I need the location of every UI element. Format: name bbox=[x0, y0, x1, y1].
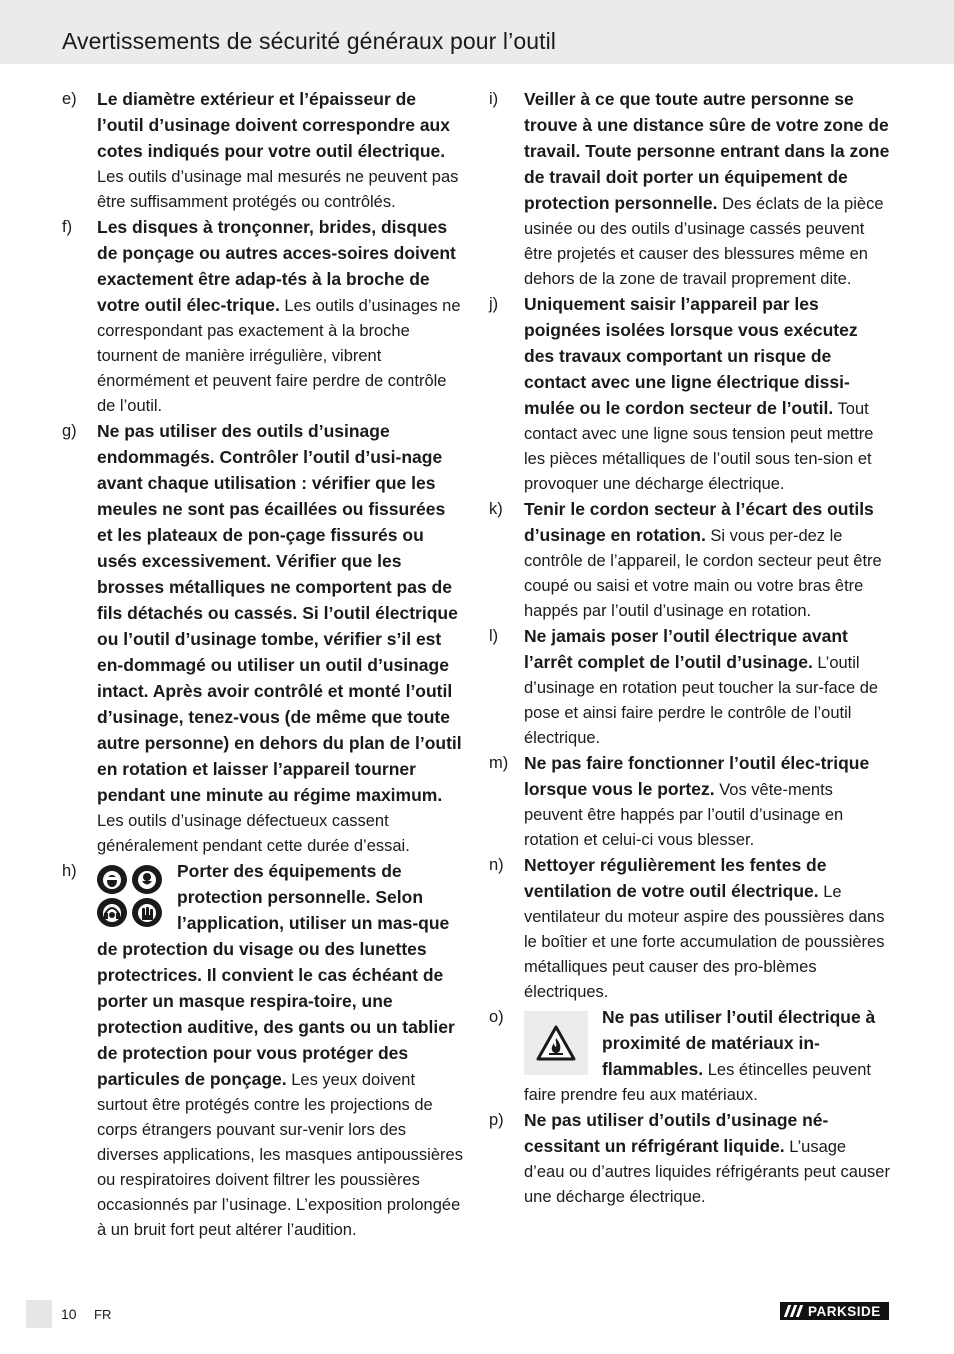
list-item-p bbox=[489, 1108, 891, 1210]
item-heading: Ne pas faire fonctionner l’outil élec-trique lorsque vous le portez. bbox=[524, 753, 870, 799]
page-title: Avertissements de sécurité généraux pour l’outil bbox=[62, 28, 557, 54]
item-text: Les outils d’usinages ne correspondant pas exactement à la broche tournent de manière irrégulière, vibrent énormément et peuvent faire perdre de contrôle de l’outil. bbox=[97, 297, 461, 415]
item-heading: Le diamètre extérieur et l’épaisseur de l’outil d’usinage doivent correspondre aux cotes indiqués pour votre outil électrique. bbox=[97, 89, 450, 161]
list-item-n bbox=[489, 853, 891, 1005]
list-item-j bbox=[489, 292, 891, 497]
item-text: Les outils d’usinage mal mesurés ne peuvent pas être suffisamment protégés ou contrôlés. bbox=[97, 168, 459, 211]
item-text: Le ventilateur du moteur aspire des poussières dans le boîtier et une forte accumulation de poussières métalliques peut causer des pro-blèmes électriques. bbox=[524, 883, 885, 1001]
item-marker: g) bbox=[62, 422, 77, 440]
brand-logo bbox=[780, 1302, 889, 1320]
item-heading: Les disques à tronçonner, brides, disques de ponçage ou autres acces-soires doivent exactement être adap-tés à la broche de votre outil élec-trique. bbox=[97, 217, 456, 315]
language-code: FR bbox=[94, 1307, 112, 1322]
list-item-i bbox=[489, 87, 891, 292]
list-item-k bbox=[489, 497, 891, 624]
item-text: L’usage d’eau ou d’autres liquides réfrigérants peut causer une décharge électrique. bbox=[524, 1138, 890, 1206]
page-number: 10 bbox=[61, 1306, 77, 1322]
footer-tab-marker bbox=[26, 1300, 52, 1328]
list-item-l bbox=[489, 624, 891, 751]
brand-name: PARKSIDE bbox=[808, 1303, 881, 1319]
list-item-f bbox=[62, 215, 464, 419]
page-header bbox=[0, 0, 954, 64]
item-heading: Tenir le cordon secteur à l’écart des outils d’usinage en rotation. bbox=[524, 499, 874, 545]
item-heading: Porter des équipements de protection personnelle. Selon l’application, utiliser un mas-que de protection du visage ou des lunettes protectrices. Il convient le cas échéant de porter un masque respira-toire, une protection auditive, des gants ou un tablier de protection pour vous protéger des particules de ponçage. bbox=[97, 861, 455, 1089]
item-marker: j) bbox=[489, 295, 499, 313]
item-text: Des éclats de la pièce usinée ou des outils d’usinage cassés peuvent être projetés et causer des blessures même en dehors de la zone de travail proprement dite. bbox=[524, 195, 884, 288]
gloves-icon bbox=[132, 898, 162, 927]
item-text: Les outils d’usinage défectueux cassent généralement pendant cette durée d’essai. bbox=[97, 812, 410, 855]
item-marker: l) bbox=[489, 627, 499, 645]
ear-protection-icon bbox=[97, 898, 127, 927]
item-marker: m) bbox=[489, 754, 509, 772]
item-marker: f) bbox=[62, 218, 73, 236]
face-shield-icon bbox=[97, 865, 127, 894]
left-column bbox=[62, 87, 464, 1243]
item-marker: e) bbox=[62, 90, 77, 108]
item-marker: p) bbox=[489, 1111, 504, 1129]
mask-icon bbox=[132, 865, 162, 894]
item-marker: h) bbox=[62, 862, 77, 880]
item-text: Les yeux doivent surtout être protégés contre les projections de corps étrangers pouvant sur-venir lors des diverses applications, les masques antipoussières ou respiratoires doivent filtrer les poussières occasionnés par l’usinage. L’exposition prolongée à un bruit fort peut altérer l’audition. bbox=[97, 1071, 463, 1239]
item-marker: k) bbox=[489, 500, 503, 518]
item-marker: o) bbox=[489, 1008, 504, 1026]
item-heading: Uniquement saisir l’appareil par les poignées isolées lorsque vous exécutez des travaux comportant un risque de contact avec une ligne électrique dissi-mulée ou le cordon secteur de l’outil. bbox=[524, 294, 858, 418]
list-item-e bbox=[62, 87, 464, 215]
list-item-m bbox=[489, 751, 891, 853]
ppe-icon-group bbox=[97, 865, 163, 927]
list-item-g bbox=[62, 419, 464, 859]
list-item-h bbox=[62, 859, 464, 1243]
logo-stripes-icon bbox=[780, 1302, 806, 1320]
list-item-o bbox=[489, 1005, 891, 1108]
item-heading: Ne jamais poser l’outil électrique avant l’arrêt complet de l’outil d’usinage. bbox=[524, 626, 848, 672]
item-heading: Nettoyer régulièrement les fentes de ventilation de votre outil électrique. bbox=[524, 855, 827, 901]
item-marker: n) bbox=[489, 856, 504, 874]
item-text: L’outil d’usinage en rotation peut toucher la sur-face de pose et ainsi faire perdre le contrôle de l’outil électrique. bbox=[524, 654, 879, 747]
item-heading: Veiller à ce que toute autre personne se trouve à une distance sûre de votre zone de travail. Toute personne entrant dans la zone de travail doit porter un équipement de protection personnelle. bbox=[524, 89, 890, 213]
item-text: Les étincelles peuvent faire prendre feu aux matériaux. bbox=[524, 1061, 872, 1104]
item-marker: i) bbox=[489, 90, 499, 108]
right-column bbox=[489, 87, 891, 1210]
item-text: Tout contact avec une ligne sous tension peut mettre les pièces métalliques de l’outil sous ten-sion et provoquer une décharge électrique. bbox=[524, 400, 874, 493]
item-text: Vos vête-ments peuvent être happés par l’outil d’usinage en rotation et celui-ci vous blesser. bbox=[524, 781, 844, 849]
flammable-warning-icon bbox=[524, 1011, 588, 1075]
item-heading: Ne pas utiliser l’outil électrique à proximité de matériaux in-flammables. bbox=[602, 1007, 876, 1079]
item-heading: Ne pas utiliser d’outils d’usinage né-cessitant un réfrigérant liquide. bbox=[524, 1110, 829, 1156]
item-text: Si vous per-dez le contrôle de l’appareil, le cordon secteur peut être coupé ou saisi et votre main ou votre bras être happés par l’outil d’usinage en rotation. bbox=[524, 527, 882, 620]
item-heading: Ne pas utiliser des outils d’usinage endommagés. Contrôler l’outil d’usi-nage avant chaque utilisation : vérifier que les meules ne sont pas écaillées ou fissurées et les plateaux de pon-çage fissurés ou usés excessivement. Vérifier que les brosses métalliques ne comportent pas de fils détachés ou cassés. Si l’outil électrique ou l’outil d’usinage tombe, vérifier s’il est en-dommagé ou utiliser un outil d’usinage intact. Après avoir contrôlé et monté l’outil d’usinage, tenez-vous (de même que toute autre personne) en dehors du plan de l’outil en rotation et laisser l’appareil tourner pendant une minute au régime maximum. bbox=[97, 421, 462, 805]
